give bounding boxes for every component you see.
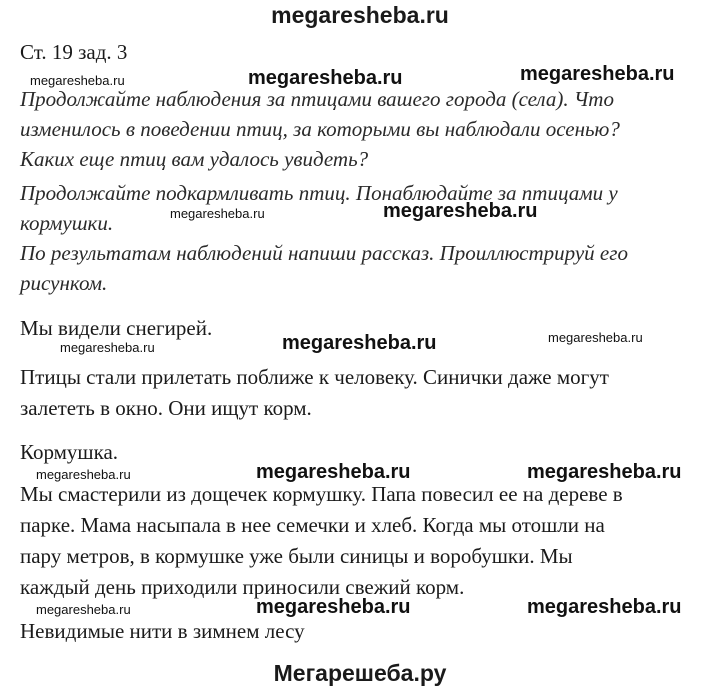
answer-line: Мы видели снегирей.: [20, 316, 213, 340]
task-line: Продолжайте подкармливать птиц. Понаблюдайте за птицами у: [20, 181, 618, 205]
task-reference: Ст. 19 зад. 3: [20, 40, 128, 64]
watermark: megaresheba.ru: [36, 467, 131, 482]
watermark: megaresheba.ru: [383, 200, 538, 222]
answer-line: залететь в окно. Они ищут корм.: [20, 396, 312, 420]
answer-line: каждый день приходили приносили свежий корм.: [20, 575, 465, 599]
answer-line: Невидимые нити в зимнем лесу: [20, 619, 305, 643]
watermark: megaresheba.ru: [282, 332, 437, 354]
watermark: megaresheba.ru: [527, 596, 682, 618]
watermark: megaresheba.ru: [60, 340, 155, 355]
watermark: megaresheba.ru: [36, 602, 131, 617]
watermark: megaresheba.ru: [248, 67, 403, 89]
watermark: megaresheba.ru: [520, 63, 675, 85]
answer-line: Птицы стали прилетать поближе к человеку. Синички даже могут: [20, 365, 609, 389]
site-footer: Мегарешеба.ру: [273, 660, 447, 686]
task-line: кормушки.: [20, 211, 114, 235]
task-line: рисунком.: [20, 271, 108, 295]
task-line: Продолжайте наблюдения за птицами вашего города (села). Что: [20, 87, 614, 111]
answer-line: парке. Мама насыпала в нее семечки и хлеб. Когда мы отошли на: [20, 513, 605, 537]
watermark: megaresheba.ru: [527, 461, 682, 483]
task-line: Каких еще птиц вам удалось увидеть?: [20, 147, 369, 171]
watermark: megaresheba.ru: [30, 73, 125, 88]
watermark: megaresheba.ru: [256, 461, 411, 483]
answer-line: Мы смастерили из дощечек кормушку. Папа повесил ее на дереве в: [20, 482, 623, 506]
watermark: megaresheba.ru: [548, 330, 643, 345]
site-header: megaresheba.ru: [271, 2, 449, 28]
answer-heading: Кормушка.: [20, 440, 119, 464]
task-line: изменилось в поведении птиц, за которыми вы наблюдали осенью?: [20, 117, 620, 141]
answer-line: пару метров, в кормушке уже были синицы и воробушки. Мы: [20, 544, 573, 568]
watermark: megaresheba.ru: [170, 206, 265, 221]
watermark: megaresheba.ru: [256, 596, 411, 618]
task-line: По результатам наблюдений напиши рассказ. Проиллюстрируй его: [20, 241, 628, 265]
